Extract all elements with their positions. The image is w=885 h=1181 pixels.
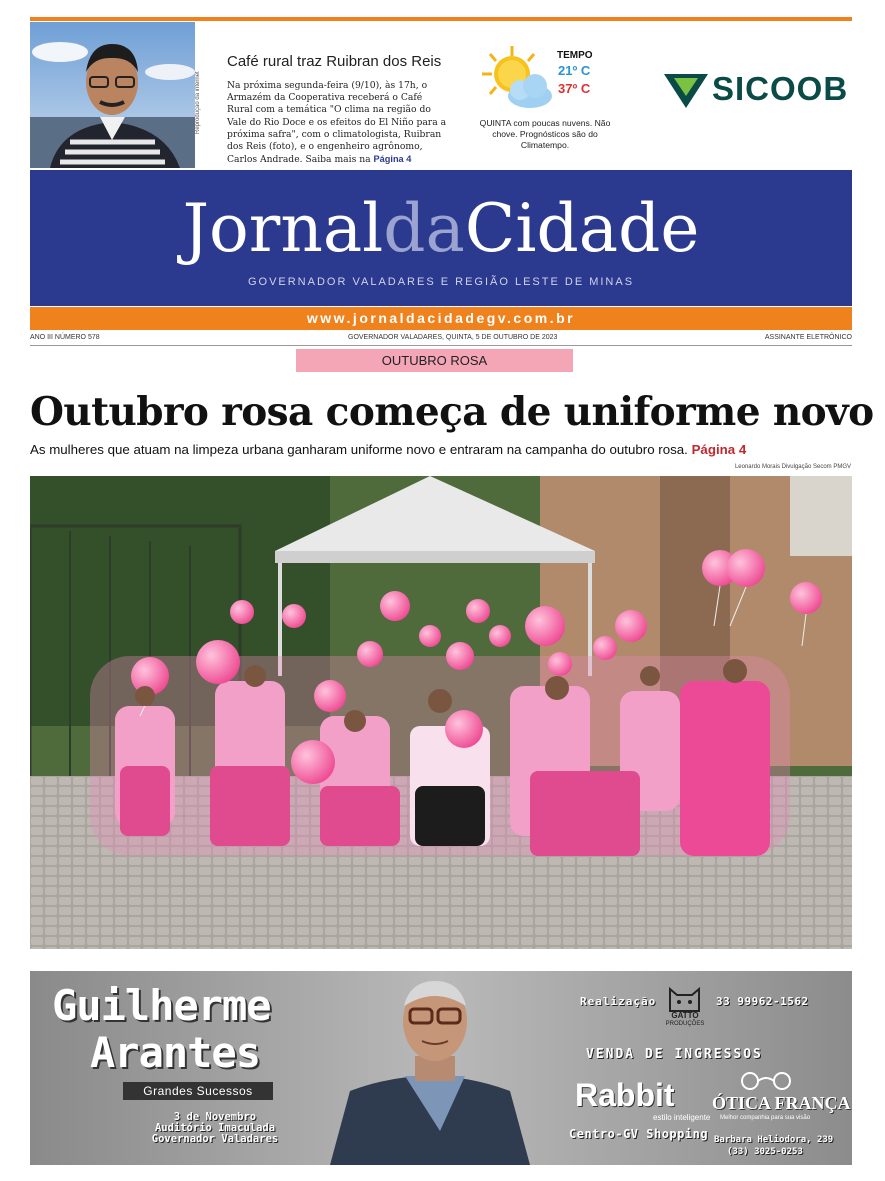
top-accent-line: [30, 17, 852, 21]
eyeglasses-icon: [736, 1071, 796, 1091]
masthead: [30, 170, 852, 306]
lead-page-link[interactable]: Página 4: [691, 442, 747, 457]
weather-description: QUINTA com poucas nuvens. Não chove. Prognósticos são do Climatempo.: [479, 118, 611, 150]
ad-date: 3 de Novembro: [173, 1111, 257, 1123]
ad-store2-address: Barbara Heliodora, 239: [714, 1135, 834, 1145]
masthead-title-jornal: Jornal: [182, 190, 384, 267]
ad-tagline: Grandes Sucessos: [123, 1082, 273, 1100]
ad-event-details: [90, 1112, 340, 1145]
ad-producer-sub: PRODUÇÕES: [665, 1021, 705, 1027]
ad-artist-last-name: Arantes: [90, 1028, 261, 1077]
sponsor-name: SICOOB: [712, 70, 849, 107]
masthead-title-da: da: [383, 190, 465, 267]
ad-realizacao-label: Realização: [580, 995, 657, 1008]
weather-min-temp: 21º C: [558, 63, 591, 78]
teaser-photo[interactable]: [30, 22, 195, 168]
masthead-title[interactable]: [30, 190, 852, 267]
ad-store2-phone[interactable]: (33) 3025-0253: [727, 1147, 803, 1157]
teaser-title[interactable]: Café rural traz Ruibran dos Reis: [227, 53, 442, 70]
ad-store1-logo: Rabbit: [575, 1077, 675, 1113]
lead-deck-text: As mulheres que atuam na limpeza urbana ganharam uniforme novo e entraram na campanha do outubro rosa.: [30, 442, 688, 457]
website-url[interactable]: www.jornaldacidadegv.com.br: [30, 307, 852, 330]
ad-artist-first-name: Guilherme: [52, 981, 271, 1030]
partly-cloudy-icon: [480, 44, 560, 114]
teaser-body-text: Na próxima segunda-feira (9/10), às 17h, o Armazém da Cooperativa receberá o Café Rural com a temática "O clima na região do Vale do Rio Doce e os efeitos do El Niño para a próxima safra", com o climatologista, Ruibran dos Reis (foto), e o engenheiro agrônomo, Carlos Andrade. Saiba mais na: [227, 80, 447, 166]
concert-advertisement[interactable]: [30, 971, 852, 1165]
lead-deck: [30, 442, 852, 457]
ad-venue: Auditório Imaculada: [154, 1122, 276, 1134]
ad-producer-name: GATTO: [671, 1011, 699, 1020]
edition-dateline: GOVERNADOR VALADARES, QUINTA, 5 DE OUTUBRO DE 2023: [348, 334, 558, 341]
ad-store1-location: Centro-GV Shopping: [569, 1127, 709, 1141]
ad-store1-tag: estilo inteligente: [653, 1113, 711, 1122]
lead-photo-credit: Leonardo Morais Divulgação Secom PMGV: [734, 464, 851, 470]
teaser-photo-credit: Reprodução da internet: [195, 71, 201, 134]
teaser-body: [227, 80, 449, 166]
subscriber-label: ASSINANTE ELETRÔNICO: [764, 334, 852, 341]
section-kicker: OUTUBRO ROSA: [296, 349, 573, 372]
ad-store2-logo: ÓTICA FRANÇA: [712, 1093, 851, 1113]
ad-city: Governador Valadares: [151, 1133, 279, 1145]
ad-phone[interactable]: 33 99962-1562: [716, 995, 809, 1008]
masthead-title-cidade: Cidade: [464, 190, 700, 267]
edition-number: ANO III NÚMERO 578: [30, 334, 100, 341]
masthead-subtitle: GOVERNADOR VALADARES E REGIÃO LESTE DE MINAS: [247, 276, 635, 288]
lead-photo[interactable]: [30, 476, 852, 949]
sicoob-logo-icon: [662, 68, 710, 112]
ad-store2-tag: Melhor companhia para sua visão: [720, 1115, 811, 1121]
weather-label: TEMPO: [557, 50, 593, 61]
lead-headline[interactable]: Outubro rosa começa de uniforme novo: [30, 389, 874, 435]
teaser-page-link[interactable]: Página 4: [373, 154, 412, 165]
ad-tickets-label: VENDA DE INGRESSOS: [586, 1047, 763, 1062]
divider: [30, 345, 852, 346]
weather-max-temp: 37º C: [558, 81, 591, 96]
